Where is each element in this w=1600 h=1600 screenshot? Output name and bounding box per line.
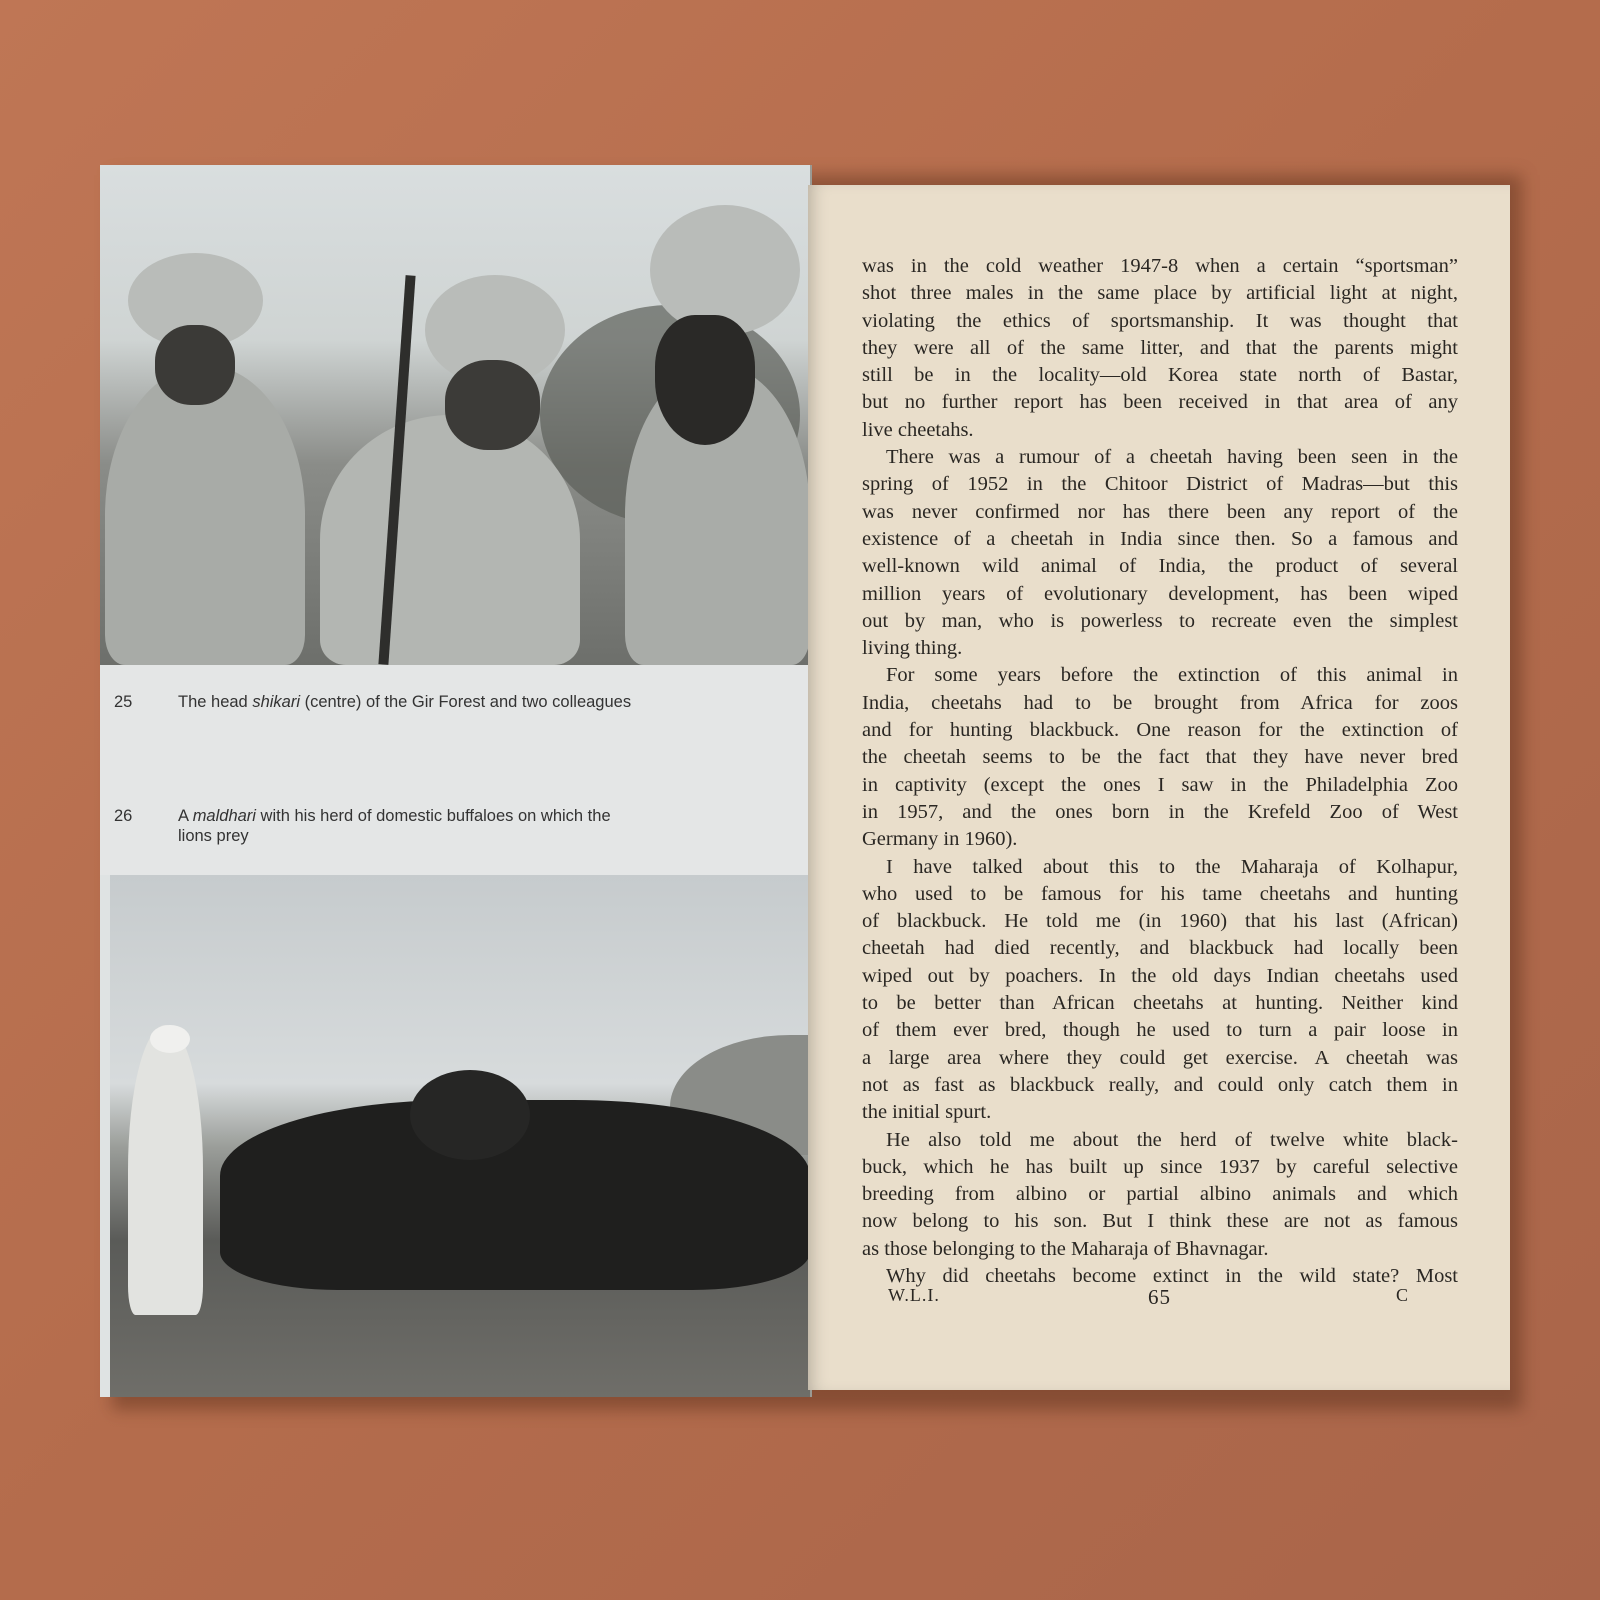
- text-line: now belong to his son. But I think these are not as famous: [862, 1210, 1458, 1233]
- text-line: wiped out by poachers. In the old days Indian cheetahs used: [862, 964, 1458, 987]
- text-line: in 1957, and the ones born in the Krefeld Zoo of West: [862, 800, 1458, 823]
- text-line: they were all of the same litter, and that the parents might: [862, 336, 1458, 359]
- text-line: not as fast as blackbuck really, and could only catch them in: [862, 1073, 1458, 1096]
- text-line: the initial spurt.: [862, 1101, 992, 1124]
- text-line: of them ever bred, though he used to turn a pair loose in: [862, 1019, 1458, 1042]
- right-page: [808, 185, 1510, 1390]
- caption-text: (centre) of the Gir Forest and two colleagues: [300, 693, 632, 711]
- text-line: He also told me about the herd of twelve white black-: [886, 1128, 1458, 1151]
- text-line: buck, which he has built up since 1937 by careful selective: [862, 1155, 1458, 1178]
- caption-number: 26: [114, 807, 133, 825]
- photo-maldhari-with-buffaloes: [110, 875, 810, 1397]
- caption-italic: shikari: [252, 693, 300, 711]
- caption-italic: maldhari: [192, 807, 256, 825]
- text-line: was never confirmed nor has there been any report of the: [862, 500, 1458, 523]
- text-line: was in the cold weather 1947-8 when a certain “sportsman”: [862, 255, 1458, 277]
- page-number: 65: [1148, 1285, 1171, 1309]
- text-line: breeding from albino or partial albino animals and which: [862, 1183, 1458, 1206]
- text-line: and for hunting blackbuck. One reason for the extinction of: [862, 719, 1458, 742]
- caption-band: [100, 665, 810, 875]
- text-line: Why did cheetahs become extinct in the wild state? Most: [886, 1264, 1458, 1287]
- caption-text: with his herd of domestic buffaloes on which the: [255, 807, 611, 825]
- text-line: a large area where they could get exercise. A cheetah was: [862, 1046, 1458, 1069]
- text-line: cheetah had died recently, and blackbuck had locally been: [862, 937, 1458, 960]
- text-line: existence of a cheetah in India since then. So a famous and: [862, 527, 1458, 550]
- text-line: of blackbuck. He told me (in 1960) that his last (African): [862, 910, 1458, 933]
- text-line: still be in the locality—old Korea state north of Bastar,: [862, 364, 1458, 387]
- text-line: violating the ethics of sportsmanship. It was thought that: [862, 309, 1458, 332]
- text-line: to be better than African cheetahs at hunting. Neither kind: [862, 992, 1458, 1015]
- text-line: the cheetah seems to be the fact that they have never bred: [862, 746, 1458, 769]
- caption-text: lions prey: [178, 827, 249, 845]
- text-line: India, cheetahs had to be brought from Africa for zoos: [862, 691, 1458, 714]
- text-line: For some years before the extinction of this animal in: [886, 664, 1458, 687]
- caption-text: The head: [178, 693, 253, 711]
- text-line: shot three males in the same place by artificial light at night,: [862, 282, 1458, 305]
- text-line: as those belonging to the Maharaja of Bhavnagar.: [862, 1237, 1269, 1260]
- caption-25: [114, 692, 632, 712]
- caption-number: 25: [114, 693, 133, 711]
- text-line: I have talked about this to the Maharaja of Kolhapur,: [886, 855, 1458, 878]
- body-text: [862, 253, 1458, 1290]
- text-line: live cheetahs.: [862, 418, 974, 441]
- text-line: million years of evolutionary development, has been wiped: [862, 582, 1458, 605]
- signature-mark: W.L.I.: [888, 1285, 940, 1305]
- photo-shikari-and-colleagues: [100, 165, 810, 665]
- caption-26: [114, 806, 611, 846]
- text-line: out by man, who is powerless to recreate even the simplest: [862, 609, 1458, 632]
- text-line: in captivity (except the ones I saw in the Philadelphia Zoo: [862, 773, 1458, 796]
- caption-text: A: [178, 807, 193, 825]
- text-line: but no further report has been received in that area of any: [862, 391, 1458, 414]
- text-line: There was a rumour of a cheetah having been seen in the: [886, 446, 1458, 469]
- text-line: well-known wild animal of India, the product of several: [862, 555, 1458, 578]
- left-page: [100, 165, 812, 1397]
- text-line: Germany in 1960).: [862, 828, 1018, 851]
- text-line: living thing.: [862, 637, 963, 660]
- gathering-mark: C: [1396, 1285, 1410, 1305]
- text-line: who used to be famous for his tame cheetahs and hunting: [862, 882, 1458, 905]
- text-line: spring of 1952 in the Chitoor District of Madras—but this: [862, 473, 1458, 496]
